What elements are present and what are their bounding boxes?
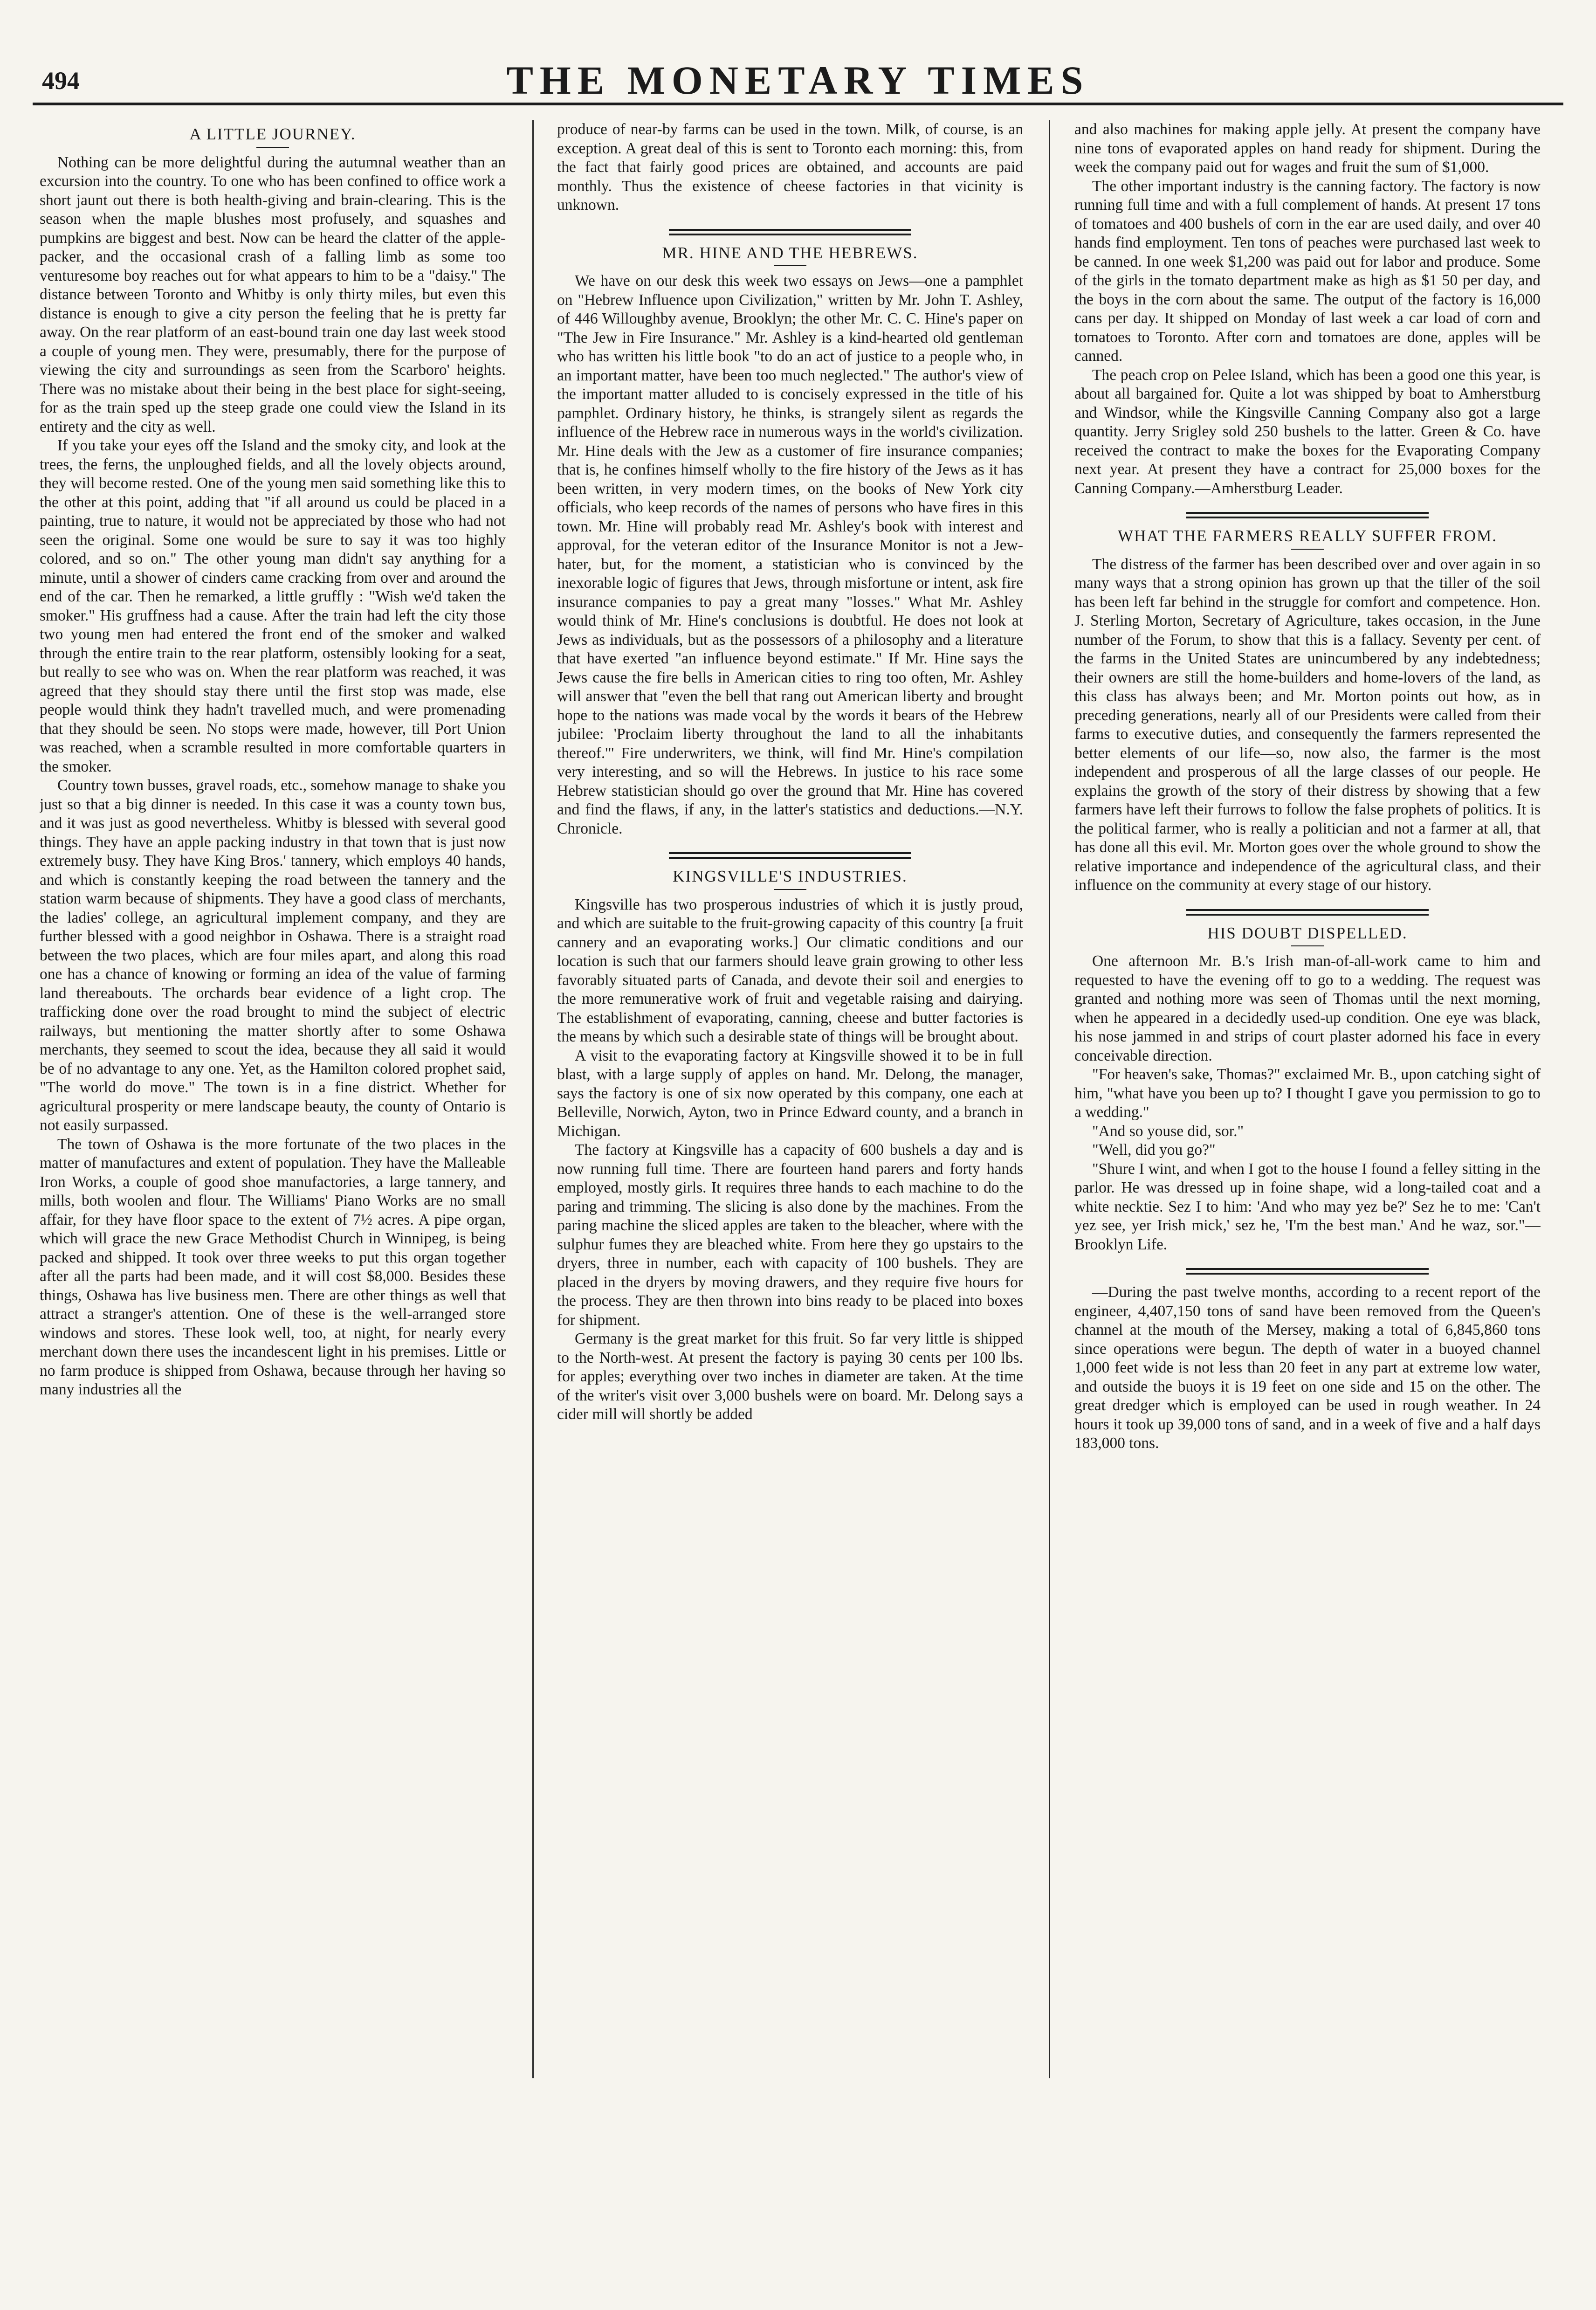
- section-divider: [1186, 1268, 1429, 1275]
- heading-rule: [256, 147, 289, 148]
- paragraph: and also machines for making apple jelly. At present the company have nine tons of evaporated apples on hand ready for shipment. During the week the company paid out for wages and fruit the sum of $1,000.: [1074, 121, 1541, 176]
- paragraph: "Well, did you go?": [1092, 1141, 1216, 1158]
- paragraph: "For heaven's sake, Thomas?" exclaimed Mr. B., upon catching sight of him, "what have you been up to? I thought I gave you permission to go to a wedding.": [1074, 1066, 1541, 1121]
- section-divider: [1186, 512, 1429, 518]
- paragraph: Country town busses, gravel roads, etc., somehow manage to shake you just so that a big dinner is needed. In this case it was a county town bus, and it was just as good nevertheless. Whitby is blessed with several good things. They have an apple packing industry in that town that is just now extremely busy. They have King Bros.' tannery, which employs 40 hands, and which is constantly keeping the road between the tannery and the station warm because of shipments. They have a good class of merchants, the ladies' college, an agricultural implement company, and they are further blessed with a good neighbor in Oshawa. There is a straight road between the two places, which are four miles apart, and along this road one has a chance of knowing or forming an idea of the value of farming land thereabouts. The orchards bear evidence of a light crop. The trafficking done over the road brought to mind the subject of electric railways, but mentioning the matter shortly after to some Oshawa merchants, they seemed to scout the idea, because they all said it would be of no advantage to any one. Yet, as the Hamilton colored prophet said, "The world do move." The town is in a fine district. Whether for agricultural prosperity or mere landscape beauty, the county of Ontario is not easily surpassed.: [40, 777, 506, 1134]
- heading-rule: [1291, 549, 1324, 550]
- column-rule: [1049, 120, 1050, 2078]
- article-heading: A LITTLE JOURNEY.: [189, 125, 356, 143]
- paragraph: "Shure I wint, and when I got to the house I found a felley sitting in the parlor. He was dressed up in foine shape, wid a long-tailed coat and a white necktie. Sez I to him: 'And who may yez be?' Sez he to me: 'Can't yez see, yer Irish mick,' sez he, 'I'm the best man.' And he waz, sor."—Brooklyn Life.: [1074, 1160, 1541, 1253]
- paragraph: The town of Oshawa is the more fortunate of the two places in the matter of manufactures and extent of population. They have the Malleable Iron Works, a couple of good shoe manufactories, a large tannery, and mills, both woolen and flour. The Williams' Piano Works are no small affair, for they have floor space to the extent of 7½ acres. A pipe organ, which will grace the new Grace Methodist Church in Winnipeg, is being packed and shipped. It took over three weeks to put this organ together after all the parts had been made, and it will cost $8,000. Besides these things, Oshawa has live business men. There are other things as well that attract a stranger's attention. One of these is the well-arranged store windows and stores. These look well, too, at night, for nearly every merchant down there uses the incandescent light in his premises. Little or no farm produce is shipped from Oshawa, because through her having so many industries all the: [40, 1135, 506, 1398]
- column-rule: [532, 120, 534, 2078]
- paragraph: The factory at Kingsville has a capacity of 600 bushels a day and is now running full time. There are fourteen hand parers and forty hands employed, mostly girls. It requires three hands to each machine to do the paring and trimming. The slicing is also done by the machines. From the paring machine the sliced apples are taken to the bleacher, where with the sulphur fumes they are bleached white. From here they go upstairs to the dryers, three in number, each with capacity of 100 bushels. They are placed in the dryers by moving drawers, and they require five hours for the process. They are then thrown into bins ready to be placed into boxes for shipment.: [557, 1141, 1023, 1329]
- heading-rule: [774, 889, 806, 890]
- masthead-title: THE MONETARY TIMES: [506, 58, 1090, 103]
- section-divider: [1186, 909, 1429, 916]
- paragraph: If you take your eyes off the Island and the smoky city, and look at the trees, the ferns, the unploughed fields, and all the lovely objects around, they will become rested. One of the young men said something like this to the other at this point, adding that "if all around us could be placed in a painting, true to nature, it would not be appreciated by those who had not seen the original. Some one would be sure to say it was too highly colored, and so on." The other young man didn't say anything for a minute, until a shower of cinders came cracking from over and around the end of the car. Then he remarked, a little gruffly : "Wish we'd taken the smoker." His gruffness had a cause. After the train had left the city those two young men had entered the front end of the smoker and walked through the entire train to the rear platform, ostensibly looking for a seat, but really to see who was on. When the rear platform was reached, it was agreed that they should stay there until the first stop was made, else people would think they hadn't travelled much, and were promenading that they should be seen. No stops were made, however, till Port Union was reached, when a scramble resulted in more comfortable quarters in the smoker.: [40, 437, 506, 775]
- paragraph: "And so youse did, sor.": [1092, 1122, 1244, 1140]
- paragraph: The peach crop on Pelee Island, which has been a good one this year, is about all bargained for. Quite a lot was shipped by boat to Amherstburg and Windsor, while the Kingsville Canning Company also got a large quantity. Jerry Srigley sold 250 bushels to the latter. Green & Co. have received the contract to make the boxes for the Evaporating Company next year. At present they have a contract for 25,000 boxes for the Canning Company.—Amherstburg Leader.: [1074, 366, 1541, 497]
- paragraph: Kingsville has two prosperous industries of which it is justly proud, and which are suitable to the fruit-growing capacity of this country [a fruit cannery and an evaporating works.] Our climatic conditions and our location is such that our farmers should leave grain growing to other less favorably situated parts of Canada, and devote their soil and energies to the more remunerative work of fruit and vegetable raising and dairying. The establishment of evaporating, canning, cheese and butter factories is the means by which such a desirable state of things will be brought about.: [557, 896, 1023, 1045]
- column-3: [1074, 120, 1541, 2283]
- page-number: 494: [42, 67, 80, 95]
- paragraph: A visit to the evaporating factory at Kingsville showed it to be in full blast, with a large supply of apples on hand. Mr. Delong, the manager, says the factory is one of six now operated by this company, one each at Belleville, Norwich, Ayton, two in Prince Edward county, and a branch in Michigan.: [557, 1047, 1023, 1140]
- paragraph: Germany is the great market for this fruit. So far very little is shipped to the North-west. At present the factory is paying 30 cents per 100 lbs. for apples; everything over two inches in diameter are taken. At the time of the writer's visit over 3,000 bushels were on board. Mr. Delong says a cider mill will shortly be added: [557, 1330, 1023, 1423]
- column-2: [557, 120, 1023, 2283]
- article-heading: KINGSVILLE'S INDUSTRIES.: [673, 867, 908, 885]
- paragraph: produce of near-by farms can be used in the town. Milk, of course, is an exception. A great deal of this is sent to Toronto each morning: this, from the fact that fairly good prices are obtained, and accounts are paid monthly. Thus the existence of cheese factories in that vicinity is unknown.: [557, 121, 1023, 214]
- section-divider: [669, 229, 911, 235]
- page-header: [33, 33, 1563, 105]
- article-heading: WHAT THE FARMERS REALLY SUFFER FROM.: [1118, 527, 1497, 545]
- heading-rule: [774, 265, 806, 266]
- paragraph: One afternoon Mr. B.'s Irish man-of-all-work came to him and requested to have the evening off to go to a wedding. The request was granted and nothing more was seen of Thomas until the next morning, when he appeared in a decidedly used-up condition. One eye was black, his nose jammed in and strips of court plaster adorned his face in every conceivable direction.: [1074, 952, 1541, 1064]
- paragraph: Nothing can be more delightful during the autumnal weather than an excursion into the country. To one who has been confined to office work a short jaunt out there is both health-giving and brain-clearing. This is the season when the maple blushes most profusely, and squashes and pumpkins are biggest and best. Now can be heard the clatter of the apple-packer, and the occasional crash of a falling limb as some too venturesome boy reaches out for what appears to him to be a "daisy." The distance between Toronto and Whitby is only thirty miles, but even this distance is enough to give a city person the feeling that he is pretty far away. On the rear platform of an east-bound train one day last week stood a couple of young men. They were, presumably, there for the purpose of viewing the city and surroundings as seen from the Scarboro' heights. There was no mistake about their being in the best place for sight-seeing, for as the train sped up the steep grade one could view the Island in its entirety and the city as well.: [40, 153, 506, 435]
- article-heading: MR. HINE AND THE HEBREWS.: [662, 243, 918, 262]
- column-1: [40, 120, 506, 2283]
- heading-rule: [1291, 945, 1324, 946]
- paragraph: We have on our desk this week two essays on Jews—one a pamphlet on "Hebrew Influence upon Civilization," written by Mr. John T. Ashley, of 446 Willoughby avenue, Brooklyn; the other Mr. C. C. Hine's paper on "The Jew in Fire Insurance." Mr. Ashley is a kind-hearted old gentleman who has written his little book "to do an act of justice to a people who, in an important matter, have been too much neglected." The author's view of the important matter alluded to is concisely expressed in the title of his pamphlet. Ordinary history, he thinks, is strangely silent as regards the influence of the Hebrew race in numerous ways in the world's civilization. Mr. Hine deals with the Jew as a customer of fire insurance companies; that is, he confines himself wholly to the fire history of the Jews as it has been written, in very modern times, on the books of New York city officials, who keep records of the names of persons who have fires in this town. Mr. Hine will probably read Mr. Ashley's book with interest and approval, for the veteran editor of the Insurance Monitor is not a Jew-hater, but, for the moment, a statistician who is convinced by the inexorable logic of figures that Jews, through misfortune or intent, ask fire insurance companies to pay a great many "losses." What Mr. Ashley would think of Mr. Hine's conclusions is doubtful. He does not look at Jews as individuals, but as the possessors of a philosophy and a literature that have exerted "an influence beyond estimate." If Mr. Hine says the Jews cause the fire bells in American cities to ring too often, Mr. Ashley will answer that "even the bell that rang out American liberty and brought hope to the nations was made vocal by the words it bears of the Hebrew jubilee: 'Proclaim liberty throughout the land to all the inhabitants thereof.'" Fire underwriters, we think, will find Mr. Hine's compilation very interesting, and so will the Hebrews. In justice to his race some Hebrew statistician should go over the ground that Mr. Hine has covered and find the flaws, if any, in the latter's statistics and deductions.—N.Y. Chronicle.: [557, 272, 1023, 837]
- paragraph: —During the past twelve months, according to a recent report of the engineer, 4,407,150 tons of sand have been removed from the Queen's channel at the mouth of the Mersey, making a total of 6,845,860 tons since operations were begun. The depth of water in a buoyed channel 1,000 feet wide is not less than 20 feet in any part at extreme low water, and outside the buoys it is 19 feet on one side and 15 on the other. The great dredger which is employed can be used in rough weather. In 24 hours it took up 39,000 tons of sand, and in a week of five and a half days 183,000 tons.: [1074, 1283, 1541, 1452]
- article-heading: HIS DOUBT DISPELLED.: [1207, 924, 1408, 942]
- section-divider: [669, 852, 911, 859]
- paragraph: The other important industry is the canning factory. The factory is now running full time and with a full complement of hands. At present 17 tons of tomatoes and 400 bushels of corn in the ear are used daily, and over 40 hands find employment. Ten tons of peaches were purchased last week to be canned. In one week $1,200 was paid out for labor and produce. Some of the girls in the tomato department make as high as $1 50 per day, and the boys in the corn about the same. The output of the factory is 16,000 cans per day. It shipped on Monday of last week a car load of corn and tomatoes to Toronto. After corn and tomatoes are done, apples will be canned.: [1074, 177, 1541, 365]
- paragraph: The distress of the farmer has been described over and over again in so many ways that a strong opinion has grown up that the tiller of the soil has been left far behind in the struggle for comfort and competence. Hon. J. Sterling Morton, Secretary of Agriculture, takes occasion, in the June number of the Forum, to show that this is a fallacy. Seventy per cent. of the farms in the United States are unincumbered by any indebtedness; their owners are still the home-builders and home-lovers of the land, as this class has always been; and Mr. Morton points out how, as in preceding generations, nearly all of our Presidents were called from their farms to executive duties, and consequently the farmers represented the better elements of our life—so, now also, the farmer is the most independent and prosperous of all the large classes of our people. He explains the growth of the story of their distress by showing that a few farmers have left their furrows to follow the false prophets of politics. It is the political farmer, who is really a politician and not a farmer at all, that has done all this evil. Mr. Morton goes over the whole ground to show the relative importance and independence of the agricultural class, and their influence on the community at every stage of our history.: [1074, 555, 1541, 894]
